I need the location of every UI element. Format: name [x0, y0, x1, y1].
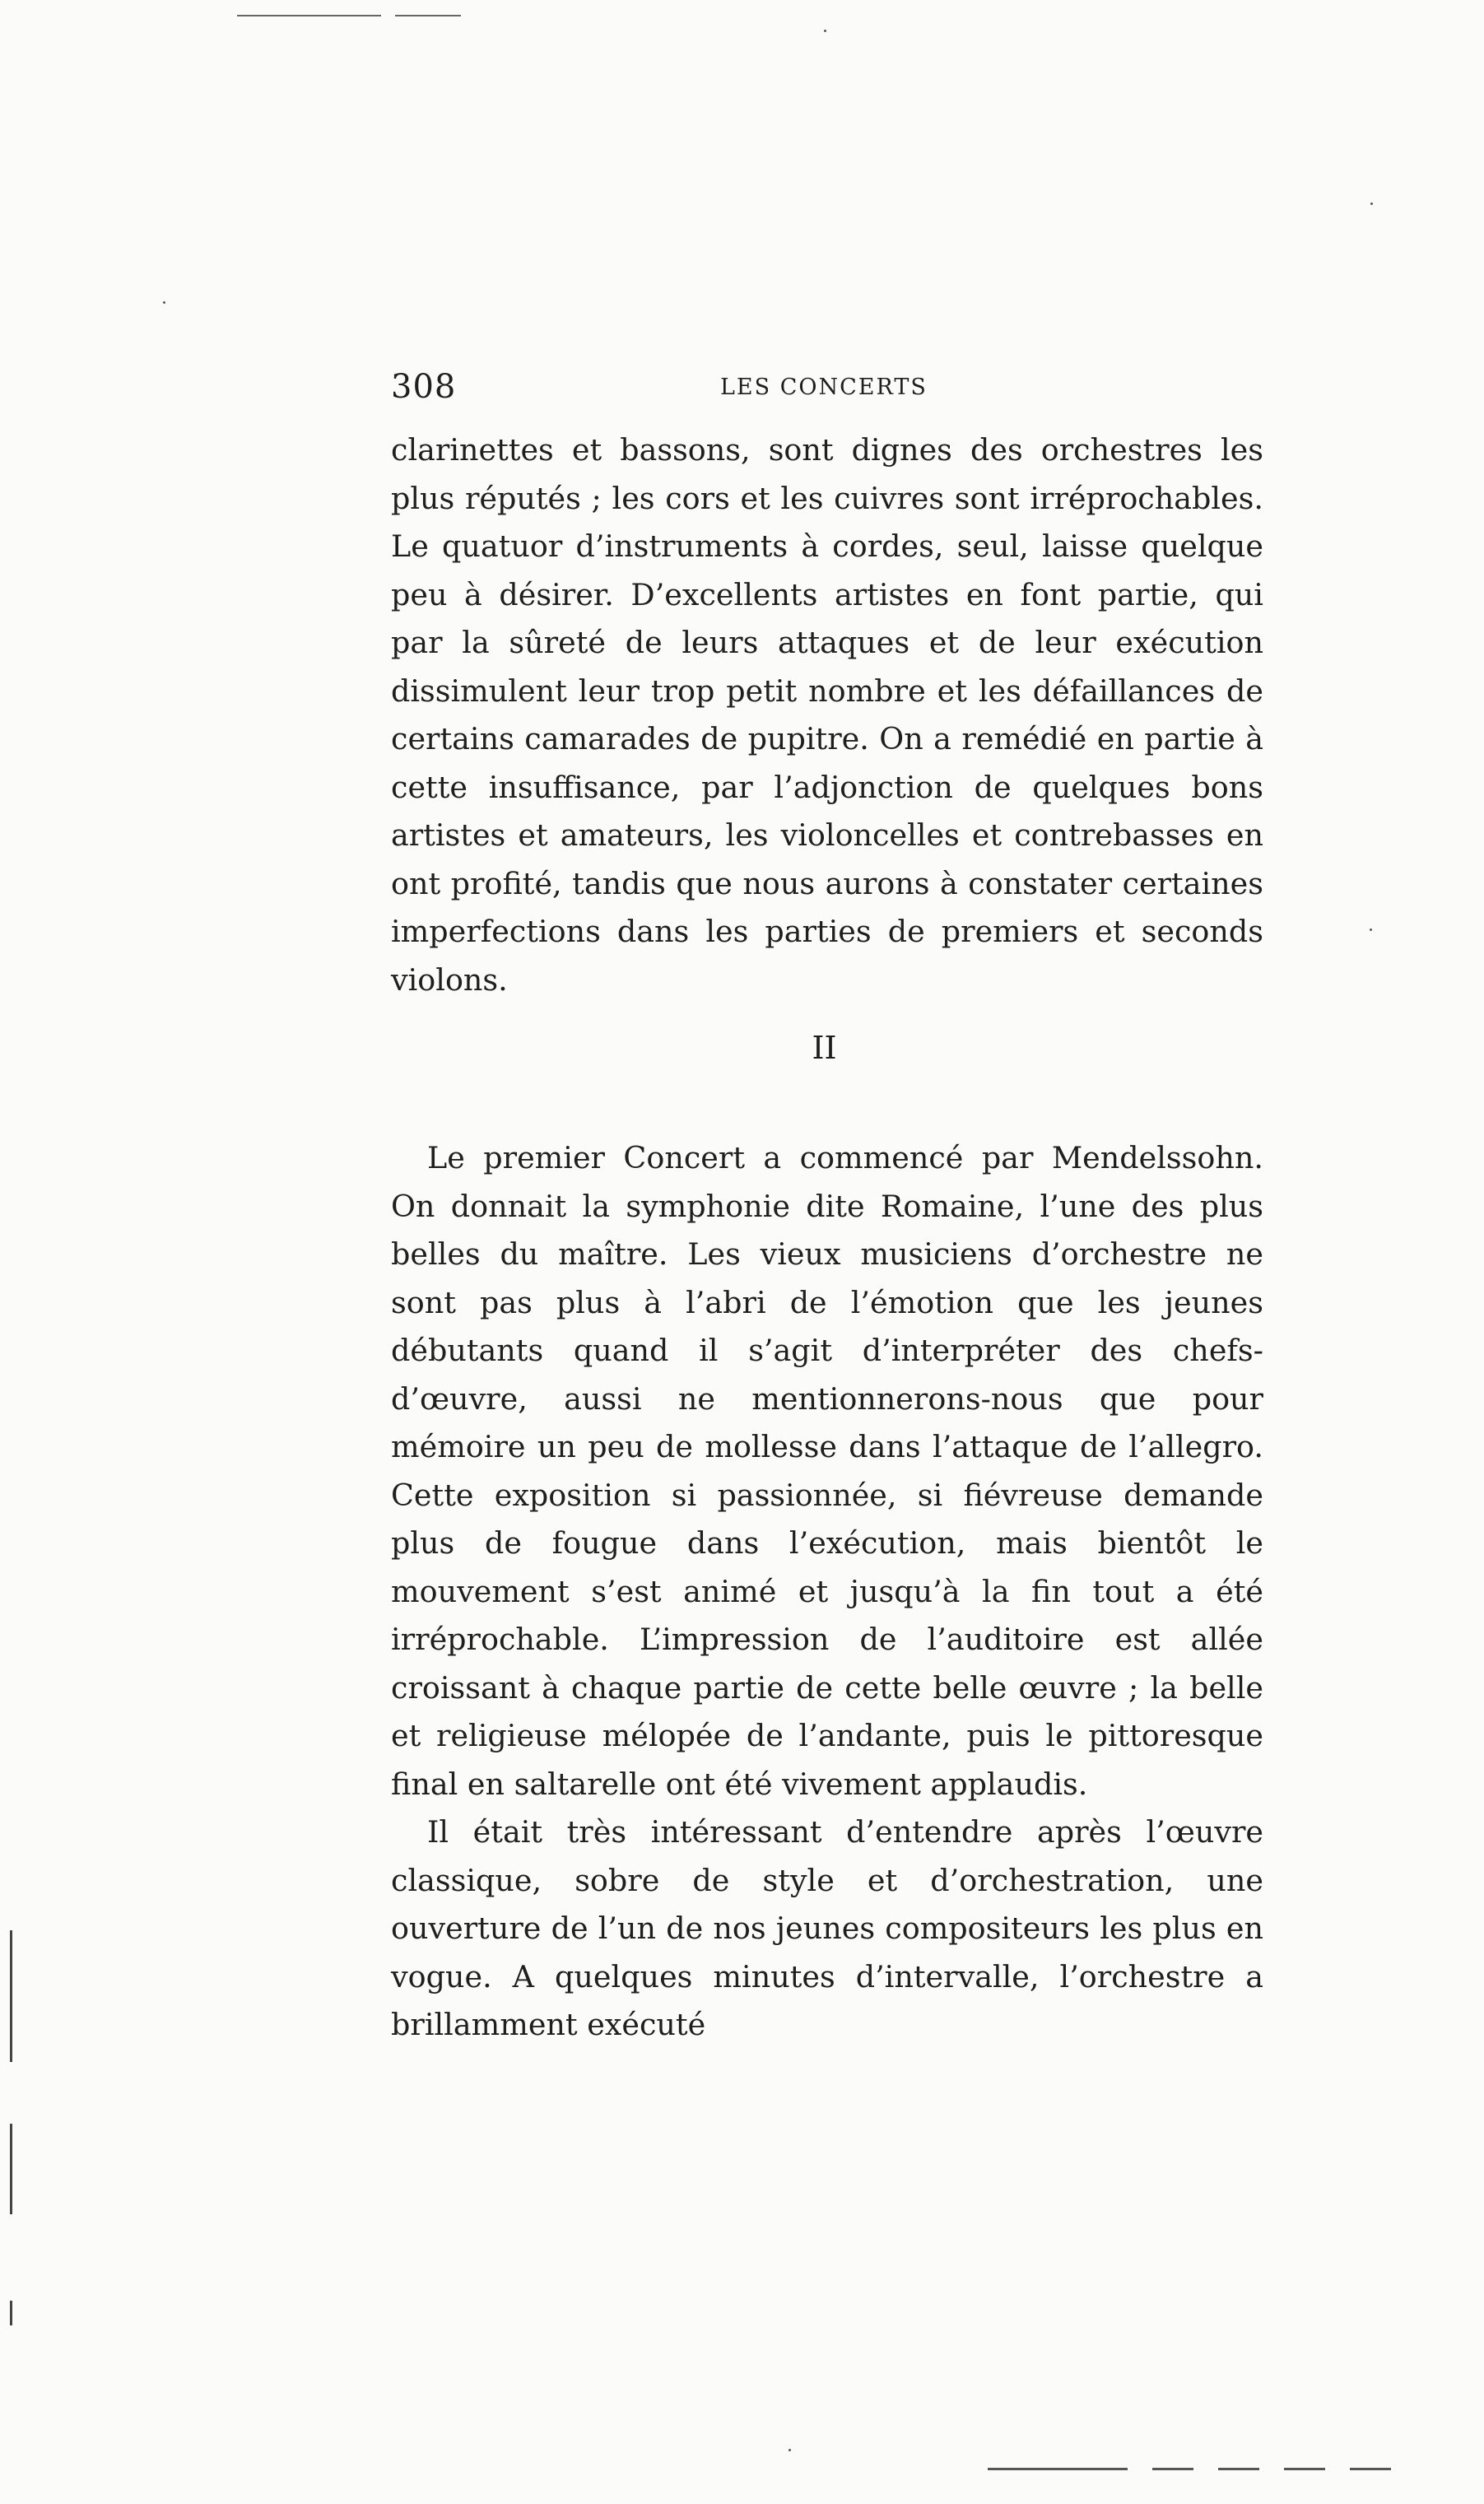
- scan-mark-bottom: [1152, 2468, 1399, 2470]
- section-1-body: [391, 426, 1263, 1004]
- page-header: [391, 366, 1263, 407]
- scan-speck: [1370, 929, 1372, 931]
- paragraph: clarinettes et bassons, sont dignes des orchestres les plus réputés ; les cors et les cuivres sont irréprochables. Le quatuor d’instruments à cordes, seul, laisse quelque peu à désirer. D’excellents artistes en font partie, qui par la sûreté de leurs attaques et de leur exécution dissimulent leur trop petit nombre et les défaillances de certains camarades de pupitre. On a remédié en partie à cette insuffisance, par l’adjonction de quelques bons artistes et amateurs, les violoncelles et contrebasses en ont profité, tandis que nous aurons à constater certaines imperfections dans les parties de premiers et seconds violons.: [391, 432, 1263, 998]
- scan-mark-left: [10, 1930, 12, 2062]
- scan-mark-left: [10, 2124, 12, 2214]
- scan-speck: [789, 2449, 791, 2451]
- scan-speck: [163, 301, 165, 304]
- section-heading: II: [812, 1030, 837, 1066]
- scan-speck: [1370, 202, 1373, 205]
- paragraph: Il était très intéressant d’entendre après l’œuvre classique, sobre de style et d’orchestration, une ouverture de l’un de nos jeunes compositeurs les plus en vogue. A quelques minutes d’intervalle, l’orchestre a brillamment exécuté: [391, 1814, 1263, 2042]
- scan-speck: [824, 30, 826, 32]
- running-title: LES CONCERTS: [720, 375, 928, 400]
- page-number: 308: [391, 368, 457, 406]
- scan-mark-bottom: [988, 2468, 1128, 2470]
- scan-mark-top: [237, 15, 381, 16]
- scan-mark-top: [395, 15, 461, 16]
- scan-mark-left: [10, 2301, 12, 2325]
- paragraph: Le premier Concert a commencé par Mendelssohn. On donnait la symphonie dite Romaine, l’une des plus belles du maître. Les vieux musiciens d’orchestre ne sont pas plus à l’abri de l’émotion que les jeunes débutants quand il s’agit d’interpréter des chefs-d’œuvre, aussi ne mentionnerons-nous que pour mémoire un peu de mollesse dans l’attaque de l’allegro. Cette exposition si passionnée, si fiévreuse demande plus de fougue dans l’exécution, mais bientôt le mouvement s’est animé et jusqu’à la fin tout a été irréprochable. L’impression de l’auditoire est allée croissant à chaque partie de cette belle œuvre ; la belle et religieuse mélopée de l’andante, puis le pittoresque final en saltarelle ont été vivement applaudis.: [391, 1140, 1263, 1802]
- section-2-body: [391, 1134, 1263, 2050]
